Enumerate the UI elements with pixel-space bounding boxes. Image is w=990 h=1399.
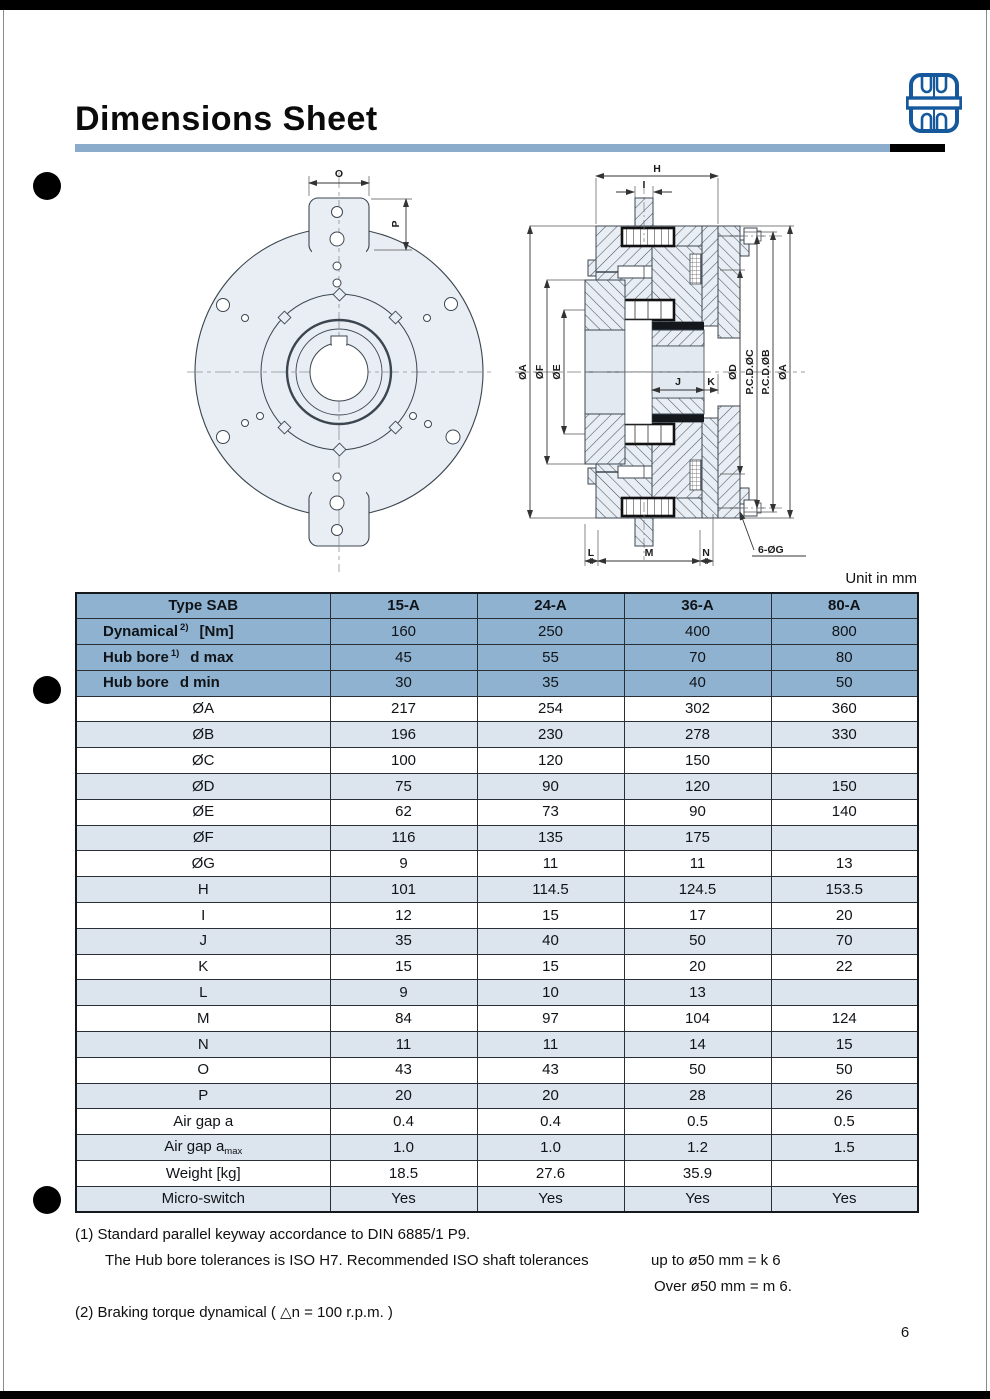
table-cell: 400 bbox=[624, 619, 771, 645]
table-cell: 9 bbox=[330, 851, 477, 877]
table-cell: 0.5 bbox=[771, 1109, 918, 1135]
bottom-black-bar bbox=[0, 1391, 990, 1399]
column-header: 36-A bbox=[624, 593, 771, 619]
dim-label-h: H bbox=[653, 163, 661, 175]
row-label: Air gap $a_{max}$ bbox=[76, 1135, 330, 1161]
corner-header: Type SAB bbox=[76, 593, 330, 619]
table-cell: 330 bbox=[771, 722, 918, 748]
row-label: Air gap a bbox=[76, 1109, 330, 1135]
table-cell: Yes bbox=[477, 1186, 624, 1212]
table-cell: 90 bbox=[624, 799, 771, 825]
row-label: Hub bore $^{1)}$ d max bbox=[76, 645, 330, 671]
footnote-1-line2: The Hub bore tolerances is ISO H7. Recommended ISO shaft tolerances bbox=[105, 1252, 589, 1269]
table-row bbox=[76, 1006, 918, 1032]
table-cell: 0.4 bbox=[330, 1109, 477, 1135]
table-cell: 302 bbox=[624, 696, 771, 722]
row-label: ØB bbox=[76, 722, 330, 748]
table-cell: 104 bbox=[624, 1006, 771, 1032]
row-label: I bbox=[76, 903, 330, 929]
table-cell: 50 bbox=[771, 670, 918, 696]
column-header: 80-A bbox=[771, 593, 918, 619]
table-cell: 124.5 bbox=[624, 877, 771, 903]
table-row bbox=[76, 1186, 918, 1212]
table-cell: 18.5 bbox=[330, 1161, 477, 1187]
row-label: O bbox=[76, 1057, 330, 1083]
table-cell: 35 bbox=[477, 670, 624, 696]
dim-label-o: O bbox=[334, 168, 344, 180]
table-cell: 10 bbox=[477, 980, 624, 1006]
dim-label-e: ØE bbox=[551, 364, 563, 380]
top-black-bar bbox=[0, 0, 990, 10]
table-cell: 140 bbox=[771, 799, 918, 825]
section-view-drawing bbox=[500, 162, 930, 580]
table-cell: 50 bbox=[624, 928, 771, 954]
column-header: 15-A bbox=[330, 593, 477, 619]
table-cell: 80 bbox=[771, 645, 918, 671]
table-cell: 20 bbox=[624, 954, 771, 980]
table-cell: 120 bbox=[624, 774, 771, 800]
dim-label-d: ØD bbox=[727, 364, 739, 380]
footnote-2: (2) Braking torque dynamical ( △n = 100 r.p.m. ) bbox=[75, 1304, 393, 1321]
table-cell: 15 bbox=[771, 1032, 918, 1058]
row-label: Micro-switch bbox=[76, 1186, 330, 1212]
page-left-border bbox=[3, 10, 4, 1391]
table-row bbox=[76, 877, 918, 903]
table-cell: 30 bbox=[330, 670, 477, 696]
table-cell: 100 bbox=[330, 748, 477, 774]
table-cell: 73 bbox=[477, 799, 624, 825]
table-cell: 13 bbox=[624, 980, 771, 1006]
table-row bbox=[76, 722, 918, 748]
table-cell: Yes bbox=[624, 1186, 771, 1212]
table-row bbox=[76, 1032, 918, 1058]
table-cell: 11 bbox=[330, 1032, 477, 1058]
table-header-row bbox=[76, 619, 918, 645]
binder-hole bbox=[33, 676, 61, 704]
front-view-drawing bbox=[175, 162, 505, 580]
page-number: 6 bbox=[900, 1324, 910, 1341]
dim-label-n: N bbox=[702, 547, 710, 559]
table-row bbox=[76, 851, 918, 877]
unit-note: Unit in mm bbox=[845, 570, 917, 587]
table-cell: 15 bbox=[477, 903, 624, 929]
table-cell: 43 bbox=[330, 1057, 477, 1083]
table-cell: 250 bbox=[477, 619, 624, 645]
table-cell: 22 bbox=[771, 954, 918, 980]
footnote-1-line3: Over ø50 mm = m 6. bbox=[654, 1278, 792, 1295]
table-cell: 9 bbox=[330, 980, 477, 1006]
table-row bbox=[76, 799, 918, 825]
table-cell: 75 bbox=[330, 774, 477, 800]
table-cell: 175 bbox=[624, 825, 771, 851]
table-cell: 26 bbox=[771, 1083, 918, 1109]
dim-label-a-right: ØA bbox=[777, 364, 789, 380]
row-label: N bbox=[76, 1032, 330, 1058]
table-row bbox=[76, 825, 918, 851]
table-cell: 12 bbox=[330, 903, 477, 929]
row-label: P bbox=[76, 1083, 330, 1109]
table-cell: 153.5 bbox=[771, 877, 918, 903]
table-cell: 217 bbox=[330, 696, 477, 722]
table-cell: 11 bbox=[477, 851, 624, 877]
table-cell: 50 bbox=[624, 1057, 771, 1083]
row-label: ØF bbox=[76, 825, 330, 851]
table-cell: 124 bbox=[771, 1006, 918, 1032]
dim-label-f: ØF bbox=[534, 364, 546, 380]
row-label: L bbox=[76, 980, 330, 1006]
table-cell: 17 bbox=[624, 903, 771, 929]
table-cell: 15 bbox=[477, 954, 624, 980]
row-label: ØE bbox=[76, 799, 330, 825]
row-label: ØA bbox=[76, 696, 330, 722]
binder-hole bbox=[33, 172, 61, 200]
table-cell bbox=[771, 1161, 918, 1187]
footnote-1-line2b: up to ø50 mm = k 6 bbox=[651, 1252, 781, 1269]
title-rule-black bbox=[890, 144, 945, 152]
table-row bbox=[76, 1109, 918, 1135]
table-cell: 150 bbox=[624, 748, 771, 774]
table-cell: 55 bbox=[477, 645, 624, 671]
table-cell: 70 bbox=[771, 928, 918, 954]
table-cell: 15 bbox=[330, 954, 477, 980]
table-row bbox=[76, 1161, 918, 1187]
table-cell: 40 bbox=[624, 670, 771, 696]
dim-label-a-left: ØA bbox=[517, 364, 529, 380]
table-cell: 43 bbox=[477, 1057, 624, 1083]
table-cell: 70 bbox=[624, 645, 771, 671]
table-cell: 20 bbox=[330, 1083, 477, 1109]
table-row bbox=[76, 1057, 918, 1083]
table-cell: Yes bbox=[330, 1186, 477, 1212]
table-cell: 116 bbox=[330, 825, 477, 851]
table-cell: 150 bbox=[771, 774, 918, 800]
table-cell: 13 bbox=[771, 851, 918, 877]
dim-label-i: I bbox=[642, 179, 646, 191]
table-cell: 50 bbox=[771, 1057, 918, 1083]
page-title: Dimensions Sheet bbox=[75, 100, 378, 138]
dim-label-j: J bbox=[675, 376, 681, 388]
table-cell: 45 bbox=[330, 645, 477, 671]
table-cell: 35.9 bbox=[624, 1161, 771, 1187]
table-cell: 254 bbox=[477, 696, 624, 722]
table-row bbox=[76, 748, 918, 774]
table-cell: 28 bbox=[624, 1083, 771, 1109]
row-label: Hub bore d min bbox=[76, 670, 330, 696]
table-cell: 40 bbox=[477, 928, 624, 954]
binder-hole bbox=[33, 1186, 61, 1214]
table-cell: 97 bbox=[477, 1006, 624, 1032]
table-cell: 114.5 bbox=[477, 877, 624, 903]
column-header: 24-A bbox=[477, 593, 624, 619]
title-rule-blue bbox=[75, 144, 945, 152]
table-header-row bbox=[76, 593, 918, 619]
table-cell bbox=[771, 825, 918, 851]
table-cell: 1.5 bbox=[771, 1135, 918, 1161]
table-row bbox=[76, 1135, 918, 1161]
table-cell bbox=[771, 980, 918, 1006]
table-cell: 278 bbox=[624, 722, 771, 748]
table-cell: 35 bbox=[330, 928, 477, 954]
table-cell: 27.6 bbox=[477, 1161, 624, 1187]
footnote-1-line1: (1) Standard parallel keyway accordance to DIN 6885/1 P9. bbox=[75, 1226, 471, 1243]
table-cell: 360 bbox=[771, 696, 918, 722]
table-cell bbox=[771, 748, 918, 774]
table-cell: 800 bbox=[771, 619, 918, 645]
table-cell: 135 bbox=[477, 825, 624, 851]
dim-label-k: K bbox=[707, 376, 715, 388]
table-cell: 1.0 bbox=[330, 1135, 477, 1161]
table-cell: 14 bbox=[624, 1032, 771, 1058]
dim-label-p: P bbox=[390, 220, 402, 228]
table-cell: 1.0 bbox=[477, 1135, 624, 1161]
table-row bbox=[76, 928, 918, 954]
dim-label-pcd-b: P.C.D.ØB bbox=[760, 349, 772, 395]
row-label: Weight [kg] bbox=[76, 1161, 330, 1187]
table-cell: 84 bbox=[330, 1006, 477, 1032]
table-cell: 160 bbox=[330, 619, 477, 645]
table-row bbox=[76, 954, 918, 980]
table-cell: 62 bbox=[330, 799, 477, 825]
table-row bbox=[76, 1083, 918, 1109]
row-label: Dynamical $^{2)}$ [Nm] bbox=[76, 619, 330, 645]
table-cell: Yes bbox=[771, 1186, 918, 1212]
row-label: M bbox=[76, 1006, 330, 1032]
table-cell: 101 bbox=[330, 877, 477, 903]
row-label: H bbox=[76, 877, 330, 903]
table-cell: 0.5 bbox=[624, 1109, 771, 1135]
row-label: ØD bbox=[76, 774, 330, 800]
dim-label-pcd-c: P.C.D.ØC bbox=[744, 349, 756, 395]
table-cell: 196 bbox=[330, 722, 477, 748]
page-right-border bbox=[986, 10, 987, 1391]
table-cell: 20 bbox=[477, 1083, 624, 1109]
table-row bbox=[76, 980, 918, 1006]
table-row bbox=[76, 774, 918, 800]
table-row bbox=[76, 903, 918, 929]
dim-label-m: M bbox=[644, 547, 654, 559]
table-cell: 11 bbox=[624, 851, 771, 877]
row-label: ØG bbox=[76, 851, 330, 877]
coupling-logo-icon bbox=[906, 72, 962, 134]
row-label: K bbox=[76, 954, 330, 980]
table-row bbox=[76, 696, 918, 722]
dim-label-l: L bbox=[587, 547, 595, 559]
dimensions-table bbox=[75, 592, 919, 1213]
row-label: ØC bbox=[76, 748, 330, 774]
table-cell: 20 bbox=[771, 903, 918, 929]
table-cell: 0.4 bbox=[477, 1109, 624, 1135]
row-label: J bbox=[76, 928, 330, 954]
table-cell: 120 bbox=[477, 748, 624, 774]
table-cell: 230 bbox=[477, 722, 624, 748]
table-cell: 1.2 bbox=[624, 1135, 771, 1161]
table-header-row bbox=[76, 670, 918, 696]
table-cell: 90 bbox=[477, 774, 624, 800]
dim-label-6og: 6-ØG bbox=[758, 544, 784, 556]
table-cell: 11 bbox=[477, 1032, 624, 1058]
table-header-row bbox=[76, 645, 918, 671]
